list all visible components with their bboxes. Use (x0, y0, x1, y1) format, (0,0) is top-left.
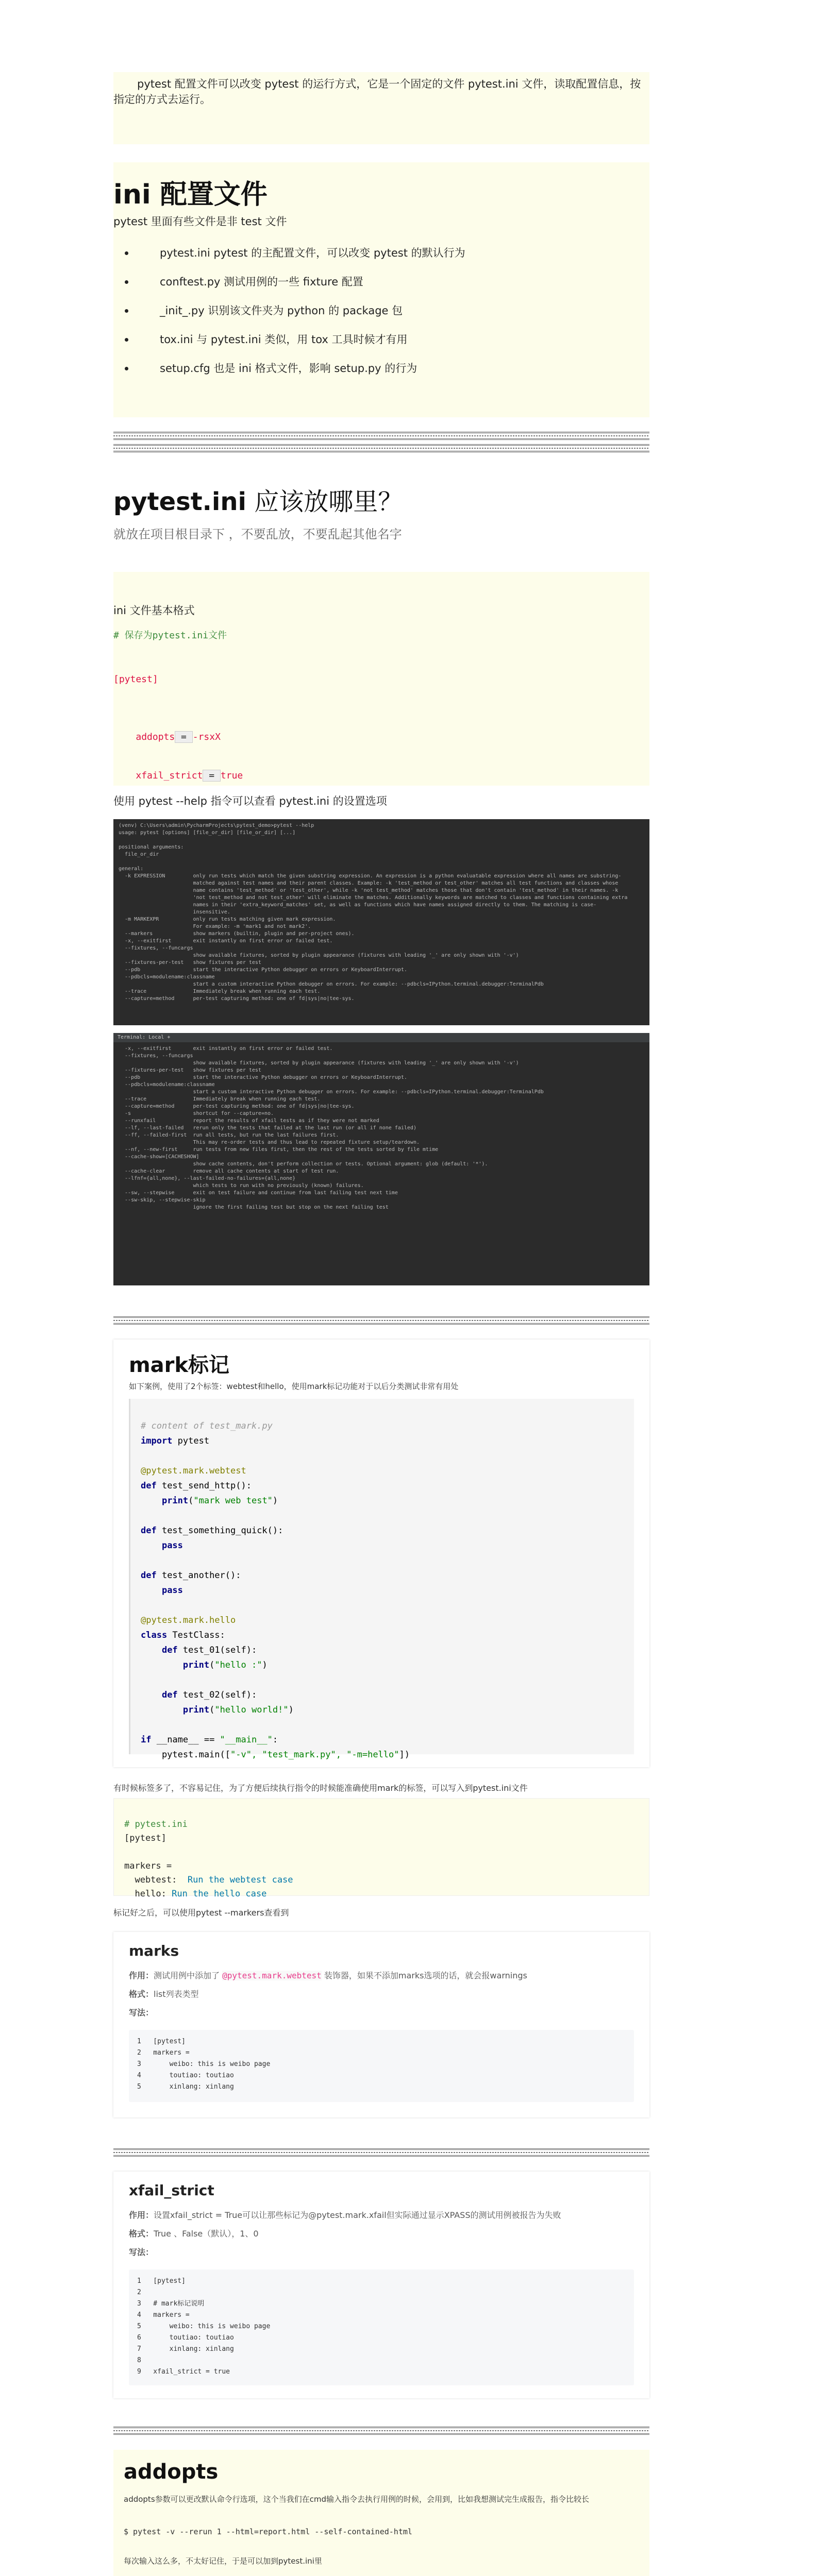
code-string: Run the webtest case (187, 1875, 293, 1885)
text: 设置xfail_strict = True可以让那些标记为@pytest.mark.xfail但实际通过显示XPASS的测试用例被报告为失败 (154, 2210, 561, 2220)
list-item: conftest.py 测试用例的一些 fixture 配置 (113, 267, 649, 296)
code-kw: print (182, 1660, 210, 1670)
code-text: webtest: (124, 1875, 188, 1885)
label: 作用： (129, 1971, 154, 1980)
format-block (113, 572, 649, 786)
intro-text: pytest 配置文件可以改变 pytest 的运行方式，它是一个固定的文件 pytest.ini 文件，读取配置信息，按指定的方式去运行。 (113, 78, 641, 106)
code-kw: def (141, 1570, 157, 1581)
where-subtitle: 就放在项目根目录下 ，不要乱放，不要乱起其他名字 (113, 527, 402, 541)
section-title-where (113, 482, 403, 517)
addopts-cmd: $ pytest -v --rerun 1 --html=report.html --self-contained-html (124, 2527, 412, 2536)
intro-block (113, 72, 649, 144)
text: 装饰器，如果不添加marks选项的话，就会报warnings (321, 1971, 527, 1980)
addopts-title: addopts (124, 2460, 219, 2484)
format-comment: # 保存为pytest.ini文件 (113, 630, 227, 641)
format-addopts (113, 716, 221, 758)
divider (113, 2148, 649, 2157)
marks-format (129, 1988, 199, 1999)
xfail-format (129, 2227, 259, 2239)
list-item: _init_.py 识别该文件夹为 python 的 package 包 (113, 296, 649, 325)
code-text: test_01(self): (177, 1645, 257, 1655)
help-terminal-screenshot: (venv) C:\Users\admin\PycharmProjects\pytest_demo>pytest --help usage: pytest [options] [file_or_dir] [file_or_dir] [...] positional arguments: file_or_dir general: -k EXPRESSION only run tests which match the given substring expression. An expression is a python evaluatable expression where all names are substring- matched against test names and their parent classes. Example: -k 'test_method or test_other' matches all test functions and classes whose name contains 'test_method' or 'test_other', while -k 'not test_method' matches those that don't contain 'test_method' in their names. -k 'not test_method and not test_other' will eliminate the matches. Additionally keywords are matched to classes and functions containing extra names in their 'extra_keyword_matches' set, as well as functions which have names assigned directly to them. The matching is case- insensitive. -m MARKEXPR only run tests matching given mark expression. For example: -m 'mark1 and not mark2'. --markers show markers (builtin, plugin and per-project ones). -x, --exitfirst exit instantly on first error or failed test. --fixtures, --funcargs show available fixtures, sorted by plugin appearance (fixtures with leading '_' are only shown with '-v') --fixtures-per-test show fixtures per test --pdb start the interactive Python debugger on errors or KeyboardInterrupt. --pdbcls=modulename:classname start a custom interactive Python debugger on errors. For example: --pdbcls=IPython.terminal.debugger:TerminalPdb --trace Immediately break when running each test. --capture=method per-test capturing method: one of fd|sys|no|tee-sys. (113, 819, 649, 1025)
xfail-code: 1 [pytest] 2 3 # mark标记说明 4 markers = 5 weibo: this is weibo page 6 toutiao: toutiao 7 xinlang: xinlang 8 9 xfail_strict = true (129, 2269, 634, 2385)
code-text: test_another(): (156, 1570, 241, 1581)
mark-warn: 有时候标签多了，不容易记住，为了方便后续执行指令的时候能准确使用mark的标签，可以写入到pytest.ini文件 (113, 1783, 528, 1793)
code-comment: # content of test_mark.py (141, 1421, 273, 1431)
code-string: "hello world!" (214, 1705, 289, 1715)
ini-markers-after: 标记好之后，可以使用pytest --markers查看到 (113, 1908, 289, 1918)
section-title-ini (113, 173, 268, 211)
addopts-eq: = (175, 732, 192, 742)
divider (113, 444, 649, 452)
code-decorator: @pytest.mark.webtest (141, 1466, 246, 1476)
marks-card (113, 1932, 649, 2117)
ini-section (113, 162, 649, 417)
code-kw: def (141, 1481, 157, 1491)
marks-title: marks (129, 1942, 179, 1959)
list-item: tox.ini 与 pytest.ini 类似，用 tox 工具时候才有用 (113, 325, 649, 354)
xfail-write (129, 2246, 154, 2258)
ini-markers-code (124, 1804, 293, 1901)
code-kw: pass (161, 1540, 183, 1551)
addopts-key: addopts (136, 732, 175, 742)
divider (113, 432, 649, 440)
code-text: pytest.main([ (141, 1750, 230, 1760)
divider (113, 2427, 649, 2435)
code-text: __name__ == (151, 1735, 220, 1745)
label: 格式： (129, 2229, 154, 2239)
code-kw: print (161, 1496, 189, 1506)
inline-code: @pytest.mark.webtest (222, 1971, 322, 1980)
marks-role (129, 1969, 527, 1981)
addopts-note: 每次输入这么多，不太好记住，于是可以加到pytest.ini里 (124, 2556, 322, 2566)
xfail-card (113, 2172, 649, 2398)
code-string: "-v", "test_mark.py", "-m=hello" (230, 1750, 399, 1760)
code-text: TestClass: (167, 1630, 225, 1640)
code-kw: import (141, 1436, 173, 1446)
code-string: Run the hello case (172, 1889, 267, 1899)
xfail-key: xfail_strict (136, 770, 203, 781)
ini-markers-block (113, 1798, 649, 1899)
code-string: "mark web test" (193, 1496, 273, 1506)
addopts-desc: addopts参数可以更改默认命令行选项，这个当我们在cmd输入指令去执行用例的时候，会用到，比如我想测试完生成报告，指令比较长 (124, 2495, 590, 2504)
title-cn: 配置文件 (151, 179, 268, 210)
format-section: [pytest] (113, 674, 158, 685)
code-kw: print (182, 1705, 210, 1715)
list-item: setup.cfg 也是 ini 格式文件，影响 setup.py 的行为 (113, 354, 649, 383)
code-text: hello: (124, 1889, 172, 1899)
ini-lead: pytest 里面有些文件是非 test 文件 (113, 215, 287, 228)
code-text: ]) (399, 1750, 410, 1760)
mark-desc: 如下案例，使用了2个标签：webtest和hello，使用mark标记功能对于以后分类测试非常有用处 (129, 1382, 459, 1391)
label: 作用： (129, 2210, 154, 2220)
mark-code: # content of test_mark.py import pytest @pytest.mark.webtest def test_send_http(): print("mark web test") def test_something_quick(): pass def test_another(): pass @pytest.mark.hello class TestClass: def test_01(self): print("hello :") def test_02(self): print("hello world!") if __name__ == "__main__": pytest.main(["-v", "test_mark.py", "-m=hello"]) (129, 1399, 634, 1754)
code-text: test_02(self): (177, 1690, 257, 1700)
title-latin: pytest.ini (113, 487, 246, 516)
title-cn: 应该放哪里？ (246, 487, 403, 516)
title-latin: ini (113, 179, 151, 210)
addopts-val: -rsxX (192, 732, 221, 742)
xfail-eq: = (203, 770, 220, 781)
label: 写法： (129, 2247, 154, 2257)
text: 测试用例中添加了 (154, 1971, 223, 1980)
code-text: : (272, 1735, 278, 1745)
divider (113, 1316, 649, 1325)
addopts-section (113, 2450, 649, 2576)
format-title: ini 文件基本格式 (113, 604, 195, 617)
label: 写法： (129, 2008, 154, 2018)
label: 格式： (129, 1989, 154, 1999)
code-text: pytest (172, 1436, 210, 1446)
help-line: 使用 pytest --help 指令可以查看 pytest.ini 的设置选项 (113, 795, 387, 807)
where-section (113, 482, 649, 564)
marks-code: 1 [pytest] 2 markers = 3 weibo: this is weibo page 4 toutiao: toutiao 5 xinlang: xinlang (129, 2030, 634, 2102)
code-kw: def (161, 1690, 178, 1700)
code-kw: if (141, 1735, 152, 1745)
help-terminal-screenshot-2 (113, 1033, 649, 1285)
format-xfail (113, 755, 243, 796)
xfail-role (129, 2209, 561, 2221)
text: list列表类型 (154, 1989, 199, 1999)
ini-file-list (113, 239, 649, 383)
code-comment: # pytest.ini (124, 1819, 188, 1829)
code-text: test_send_http(): (156, 1481, 252, 1491)
marks-write (129, 2006, 154, 2018)
xfail-val: true (220, 770, 243, 781)
terminal-text: -x, --exitfirst exit instantly on first error or failed test. --fixtures, --funcargs show available fixtures, sorted by plugin appearance (fixtures with leading '_' are only shown with '-v') --fixtures-per-test show fixtures per test --pdb start the interactive Python debugger on errors or KeyboardInterrupt. --pdbcls=modulename:classname start a custom interactive Python debugger on errors. For example: --pdbcls=IPython.terminal.debugger:TerminalPdb --trace Immediately break when running each test. --capture=method per-test capturing method: one of fd|sys|no|tee-sys. -s shortcut for --capture=no. --runxfail report the results of xfail tests as if they were not marked --lf, --last-failed rerun only the tests that failed at the last run (or all if none failed) --ff, --failed-first run all tests, but run the last failures first. This may re-order tests and thus lead to repeated fixture setup/teardown. --nf, --new-first run tests from new files first, then the rest of the tests sorted by file mtime --cache-show=[CACHESHOW] show cache contents, don't perform collection or tests. Optional argument: glob (default: '*'). --cache-clear remove all cache contents at start of test run. --lfnf={all,none}, --last-failed-no-failures={all,none} which tests to run with no previously (known) failures. --sw, --stepwise exit on test failure and continue from last failing test next time --sw-skip, --stepwise-skip ignore the first failing test but stop on the next failing test (113, 1042, 649, 1285)
code-kw: pass (161, 1585, 183, 1596)
code-kw: class (141, 1630, 168, 1640)
code-string: "__main__" (220, 1735, 273, 1745)
code-kw: def (161, 1645, 178, 1655)
mark-title: mark标记 (129, 1353, 229, 1377)
terminal-tab-bar[interactable]: Terminal: Local + (113, 1033, 649, 1042)
code-text: test_something_quick(): (156, 1526, 283, 1536)
text: True 、False（默认），1、0 (154, 2229, 259, 2239)
code-text: [pytest] (124, 1833, 166, 1843)
code-decorator: @pytest.mark.hello (141, 1615, 236, 1625)
mark-card (113, 1340, 649, 1767)
code-string: "hello :" (214, 1660, 262, 1670)
list-item: pytest.ini pytest 的主配置文件，可以改变 pytest 的默认行为 (113, 239, 649, 267)
code-kw: def (141, 1526, 157, 1536)
code-text: markers = (124, 1861, 172, 1871)
xfail-title: xfail_strict (129, 2182, 214, 2199)
